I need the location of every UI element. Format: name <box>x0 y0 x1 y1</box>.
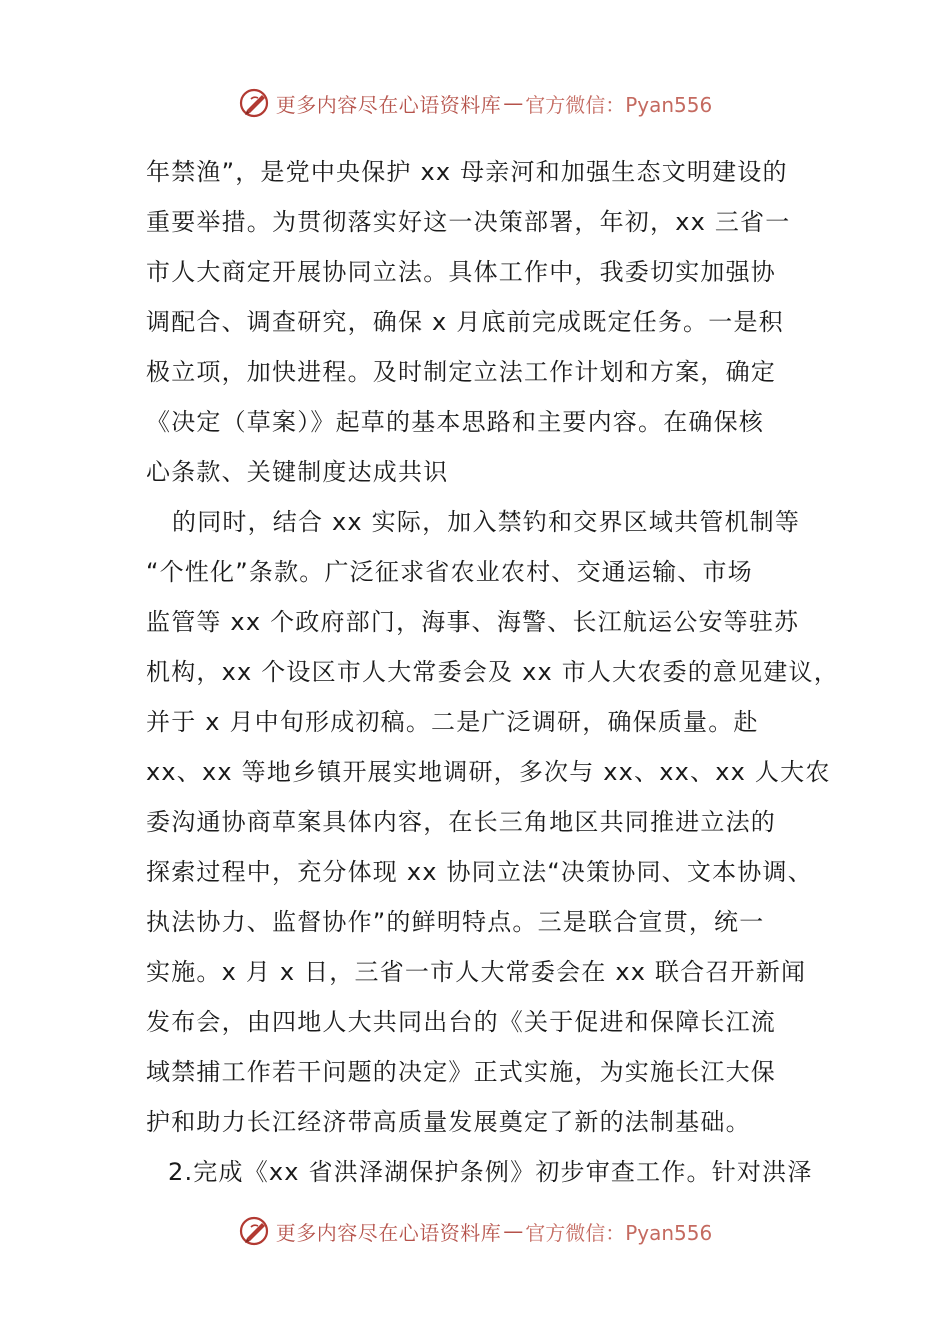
footer-banner-wechat: 官方微信：Pyan556 <box>525 1220 713 1245</box>
body-line: 实施。x 月 x 日，三省一市人大常委会在 xx 联合召开新闻 <box>146 958 807 986</box>
footer-banner-text: 更多内容尽在心语资料库 <box>275 1220 502 1245</box>
footer-banner <box>0 1211 950 1251</box>
body-line: 重要举措。为贯彻落实好这一决策部署，年初，xx 三省一 <box>146 208 791 236</box>
body-line: xx、xx 等地乡镇开展实地调研，多次与 xx、xx、xx 人大农 <box>146 758 831 786</box>
header-banner-wechat: 官方微信：Pyan556 <box>525 92 713 117</box>
document-body <box>146 147 839 1197</box>
body-line: 2.完成《xx 省洪泽湖保护条例》初步审查工作。针对洪泽 <box>168 1158 813 1186</box>
body-line: 机构，xx 个设区市人大常委会及 xx 市人大农委的意见建议， <box>146 658 839 686</box>
header-banner-separator: — <box>503 91 524 115</box>
body-line: “个性化”条款。广泛征求省农业农村、交通运输、市场 <box>146 558 753 586</box>
body-line: 极立项，加快进程。及时制定立法工作计划和方案，确定 <box>146 358 776 386</box>
body-line: 护和助力长江经济带高质量发展奠定了新的法制基础。 <box>146 1108 751 1136</box>
header-banner-text: 更多内容尽在心语资料库 <box>275 92 502 117</box>
body-line: 年禁渔”，是党中央保护 xx 母亲河和加强生态文明建设的 <box>146 158 788 186</box>
header-banner <box>0 83 950 123</box>
pen-seal-logo-icon <box>238 86 272 120</box>
body-line: 探索过程中，充分体现 xx 协同立法“决策协同、文本协调、 <box>146 858 813 886</box>
body-line: 调配合、调查研究，确保 x 月底前完成既定任务。一是积 <box>146 308 784 336</box>
body-line: 发布会，由四地人大共同出台的《关于促进和保障长江流 <box>146 1008 776 1036</box>
body-line: 心条款、关键制度达成共识 <box>146 458 449 486</box>
body-line: 并于 x 月中旬形成初稿。二是广泛调研，确保质量。赴 <box>146 708 759 736</box>
body-line: 市人大商定开展协同立法。具体工作中，我委切实加强协 <box>146 258 776 286</box>
pen-seal-logo-icon <box>238 1214 272 1248</box>
body-line: 域禁捕工作若干问题的决定》正式实施，为实施长江大保 <box>146 1058 776 1086</box>
body-line: 委沟通协商草案具体内容，在长三角地区共同推进立法的 <box>146 808 776 836</box>
body-line: 监管等 xx 个政府部门，海事、海警、长江航运公安等驻苏 <box>146 608 800 636</box>
footer-banner-separator: — <box>503 1219 524 1243</box>
body-line: 执法协力、监督协作”的鲜明特点。三是联合宣贯，统一 <box>146 908 765 936</box>
body-line: 的同时，结合 xx 实际，加入禁钓和交界区域共管机制等 <box>172 508 801 536</box>
body-line: 《决定（草案）》起草的基本思路和主要内容。在确保核 <box>146 408 764 436</box>
